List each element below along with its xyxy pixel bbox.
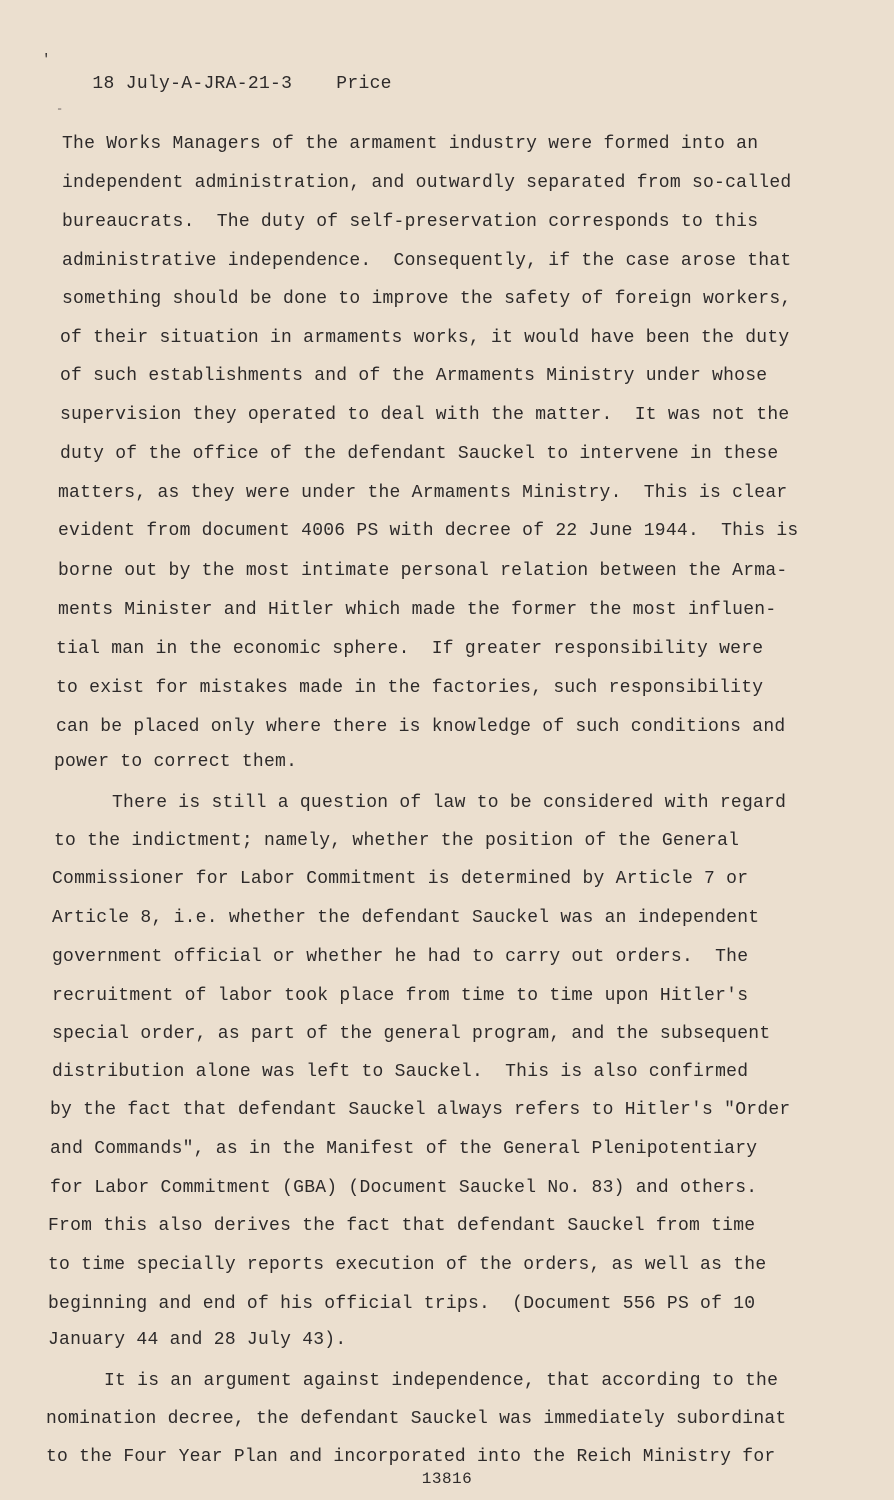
tick-mark: ': [42, 52, 51, 68]
text-line: recruitment of labor took place from time to time upon Hitler's: [52, 986, 749, 1006]
document-reference: 18 July-A-JRA-21-3: [92, 74, 293, 94]
text-line: administrative independence. Consequently, if the case arose that: [62, 251, 792, 271]
text-line: It is an argument against independence, that according to the: [104, 1371, 779, 1391]
text-line: government official or whether he had to carry out orders. The: [52, 947, 749, 967]
text-line: supervision they operated to deal with the matter. It was not the: [60, 405, 790, 425]
text-line: to the indictment; namely, whether the position of the General: [54, 831, 740, 851]
text-line: matters, as they were under the Armaments Ministry. This is clear: [58, 483, 788, 503]
text-line: independent administration, and outwardly separated from so-called: [62, 173, 792, 193]
page-number: 13816: [421, 1470, 473, 1488]
page-header: [42, 52, 392, 114]
text-line: distribution alone was left to Sauckel. This is also confirmed: [52, 1062, 749, 1082]
text-line: of their situation in armaments works, it would have been the duty: [60, 328, 790, 348]
text-line: ments Minister and Hitler which made the former the most influen-: [58, 600, 777, 620]
text-line: to time specially reports execution of the orders, as well as the: [48, 1255, 767, 1275]
text-line: January 44 and 28 July 43).: [48, 1330, 347, 1350]
text-line: of such establishments and of the Armaments Ministry under whose: [60, 366, 768, 386]
text-line: and Commands", as in the Manifest of the General Plenipotentiary: [50, 1139, 758, 1159]
text-line: for Labor Commitment (GBA) (Document Sauckel No. 83) and others.: [50, 1178, 758, 1198]
text-line: power to correct them.: [54, 752, 298, 772]
text-line: special order, as part of the general program, and the subsequent: [52, 1024, 771, 1044]
text-line: borne out by the most intimate personal relation between the Arma-: [58, 561, 788, 581]
text-line: to the Four Year Plan and incorporated into the Reich Ministry for: [46, 1447, 776, 1467]
stray-mark: -: [56, 102, 64, 116]
text-line: can be placed only where there is knowledge of such conditions and: [56, 717, 786, 737]
text-line: something should be done to improve the safety of foreign workers,: [62, 289, 792, 309]
text-line: bureaucrats. The duty of self-preservation corresponds to this: [62, 212, 759, 232]
speaker-name: Price: [336, 74, 392, 94]
text-line: From this also derives the fact that defendant Sauckel from time: [48, 1216, 756, 1236]
text-line: duty of the office of the defendant Sauckel to intervene in these: [60, 444, 779, 464]
text-line: evident from document 4006 PS with decree of 22 June 1944. This is: [58, 521, 799, 541]
text-line: There is still a question of law to be considered with regard: [112, 793, 787, 813]
text-line: beginning and end of his official trips. (Document 556 PS of 10: [48, 1294, 756, 1314]
text-line: The Works Managers of the armament industry were formed into an: [62, 134, 759, 154]
text-line: to exist for mistakes made in the factories, such responsibility: [56, 678, 764, 698]
text-line: Commissioner for Labor Commitment is determined by Article 7 or: [52, 869, 749, 889]
text-line: by the fact that defendant Sauckel always refers to Hitler's "Order: [50, 1100, 791, 1120]
text-line: tial man in the economic sphere. If greater responsibility were: [56, 639, 764, 659]
text-line: nomination decree, the defendant Sauckel was immediately subordinat: [46, 1409, 787, 1429]
text-line: Article 8, i.e. whether the defendant Sauckel was an independent: [52, 908, 760, 928]
